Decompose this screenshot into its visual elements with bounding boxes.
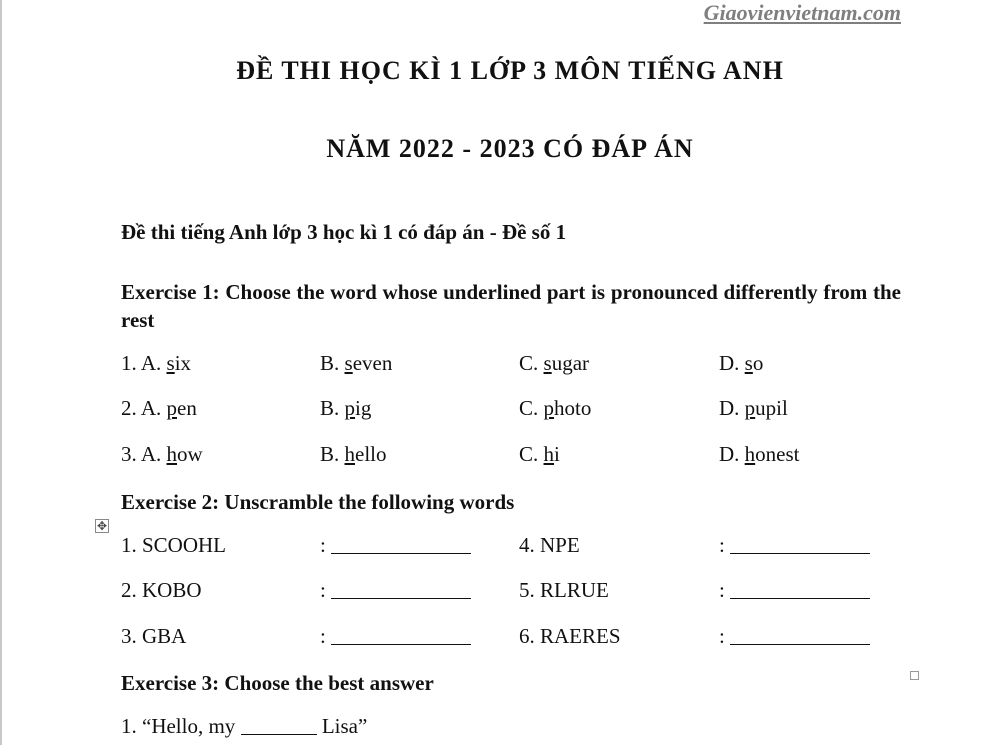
exercise2-row xyxy=(121,578,901,606)
underlined-part: p xyxy=(543,396,555,420)
option-letter: D. xyxy=(719,396,740,420)
option-b xyxy=(320,396,371,421)
scrambled-word: 4. NPE xyxy=(519,533,580,557)
answer-line xyxy=(320,578,471,603)
option-letter: A. xyxy=(140,442,162,466)
option-letter: B. xyxy=(320,351,340,375)
word-rest: upil xyxy=(755,396,788,420)
underlined-part: p xyxy=(344,396,356,420)
answer-line xyxy=(320,624,471,649)
page-left-edge xyxy=(0,0,2,745)
exercise1-title: Exercise 1: Choose the word whose underlined part is pronounced differently from the rest xyxy=(121,280,901,332)
underlined-part: h xyxy=(344,442,356,466)
word-rest: ix xyxy=(174,351,192,375)
question-text-after: Lisa” xyxy=(321,714,368,738)
watermark-link[interactable]: Giaovienvietnam.com xyxy=(703,0,901,25)
option-d xyxy=(719,442,800,467)
word-rest: ow xyxy=(177,442,203,466)
scrambled-word: 3. GBA xyxy=(121,624,187,648)
page-title: ĐỀ THI HỌC KÌ 1 LỚP 3 MÔN TIẾNG ANH xyxy=(236,56,784,85)
option-letter: C. xyxy=(519,396,539,420)
answer-blank xyxy=(241,714,317,735)
scrambled-word: 5. RLRUE xyxy=(519,578,609,602)
option-letter: A. xyxy=(140,396,162,420)
underlined-part: p xyxy=(744,396,756,420)
word-rest: onest xyxy=(755,442,800,466)
word-rest: i xyxy=(554,442,560,466)
word-rest: ig xyxy=(355,396,372,420)
answer-blank xyxy=(331,533,471,554)
option-letter: B. xyxy=(320,442,340,466)
question-number: 2. xyxy=(121,396,137,420)
option-letter: B. xyxy=(320,396,340,420)
word-rest: even xyxy=(352,351,393,375)
option-letter: C. xyxy=(519,442,539,466)
question-number: 1. xyxy=(121,351,137,375)
colon: : xyxy=(719,578,725,602)
exercise1-question-3 xyxy=(121,442,901,470)
page-subtitle-year: NĂM 2022 - 2023 CÓ ĐÁP ÁN xyxy=(326,134,694,163)
answer-blank xyxy=(730,578,870,599)
word-rest: hoto xyxy=(554,396,592,420)
scrambled-word: 2. KOBO xyxy=(121,578,202,602)
exercise2-title: Exercise 2: Unscramble the following words xyxy=(121,490,515,514)
word-rest: ello xyxy=(355,442,387,466)
table-resize-icon[interactable] xyxy=(910,671,919,680)
option-c xyxy=(519,351,589,376)
answer-line xyxy=(719,578,870,603)
answer-blank xyxy=(730,533,870,554)
table-move-icon[interactable]: ✥ xyxy=(96,519,108,533)
word-rest: ugar xyxy=(551,351,590,375)
underlined-part: s xyxy=(166,351,175,375)
underlined-part: p xyxy=(166,396,178,420)
scrambled-word: 1. SCOOHL xyxy=(121,533,227,557)
scrambled-word: 6. RAERES xyxy=(519,624,621,648)
option-letter: D. xyxy=(719,351,740,375)
colon: : xyxy=(320,533,326,557)
option-letter: A. xyxy=(140,351,162,375)
word-rest: en xyxy=(177,396,197,420)
answer-blank xyxy=(331,578,471,599)
word-rest: o xyxy=(752,351,764,375)
colon: : xyxy=(719,624,725,648)
exercise1-question-1 xyxy=(121,351,901,379)
underlined-part: s xyxy=(344,351,353,375)
option-b xyxy=(320,351,392,376)
colon: : xyxy=(320,624,326,648)
option-a xyxy=(121,396,197,421)
option-letter: D. xyxy=(719,442,740,466)
question-text-before: 1. “Hello, my xyxy=(121,714,236,738)
option-a xyxy=(121,351,191,376)
answer-blank xyxy=(331,624,471,645)
colon: : xyxy=(719,533,725,557)
question-number: 3. xyxy=(121,442,137,466)
option-d xyxy=(719,351,763,376)
answer-line xyxy=(719,533,870,558)
option-b xyxy=(320,442,387,467)
answer-blank xyxy=(730,624,870,645)
option-c xyxy=(519,396,591,421)
underlined-part: s xyxy=(744,351,753,375)
option-a xyxy=(121,442,203,467)
answer-line xyxy=(719,624,870,649)
underlined-part: h xyxy=(744,442,756,466)
exercise3-title: Exercise 3: Choose the best answer xyxy=(121,671,434,695)
underlined-part: h xyxy=(166,442,178,466)
exercise1-question-2 xyxy=(121,396,901,424)
exercise2-row xyxy=(121,533,901,561)
underlined-part: s xyxy=(543,351,552,375)
option-c xyxy=(519,442,560,467)
colon: : xyxy=(320,578,326,602)
exercise3-question-1 xyxy=(121,714,901,742)
answer-line xyxy=(320,533,471,558)
underlined-part: h xyxy=(543,442,555,466)
option-letter: C. xyxy=(519,351,539,375)
exercise2-row xyxy=(121,624,901,652)
test-subtitle: Đề thi tiếng Anh lớp 3 học kì 1 có đáp án - Đề số 1 xyxy=(121,220,567,244)
option-d xyxy=(719,396,788,421)
